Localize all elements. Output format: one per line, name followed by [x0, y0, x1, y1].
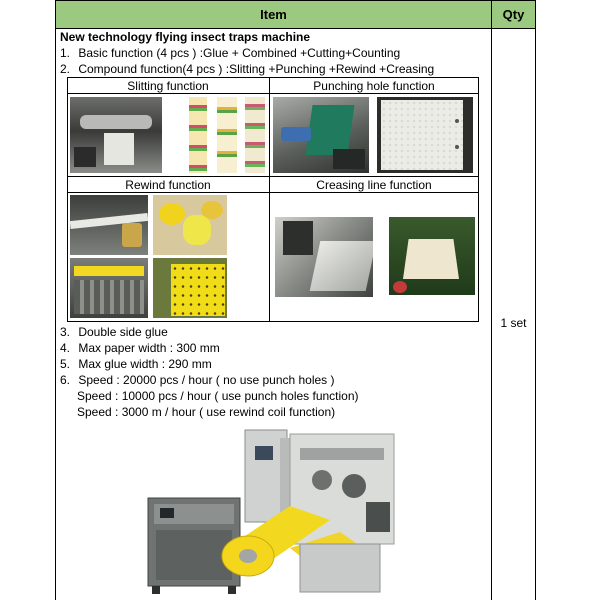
table-border-right: [535, 0, 536, 600]
spec-paper-width: [60, 341, 220, 355]
trap-greenhouse-photo: [70, 258, 148, 318]
spec-number: 5.: [60, 357, 71, 371]
slitting-label: Slitting function: [127, 79, 209, 93]
punching-machine-photo: [273, 97, 369, 173]
spec-speed-3: Speed : 3000 m / hour ( use rewind coil function): [77, 405, 336, 419]
yellow-sticky-trap-photo: [153, 258, 227, 318]
header-divider: [55, 28, 536, 29]
spec-glue-width: [60, 357, 212, 371]
grid-divider-label1: [67, 93, 479, 94]
grid-border-bottom: [67, 321, 479, 322]
grid-divider-label2: [67, 192, 479, 193]
creased-trap-photo: [389, 217, 475, 295]
spec-double-glue: [60, 325, 168, 339]
rewind-coils-photo: [153, 195, 227, 255]
slitting-machine-photo: [70, 97, 162, 173]
header-item-label: Item: [260, 7, 287, 22]
list-text: Basic function (4 pcs ) :Glue + Combined +Cutting+Counting: [78, 46, 401, 60]
header-item-cell: [56, 1, 491, 28]
spec-speed-2: Speed : 10000 pcs / hour ( use punch holes function): [77, 389, 359, 403]
rewind-label: Rewind function: [125, 178, 211, 192]
spec-text: Max paper width : 300 mm: [78, 341, 220, 355]
table-border-left: [55, 0, 56, 600]
slitted-strip-photo-2: [217, 97, 237, 173]
grid-divider-middle: [67, 176, 479, 177]
slitted-strip-photo-3: [245, 97, 265, 173]
spec-speed-1: [60, 373, 335, 387]
header-qty-label: Qty: [502, 7, 525, 22]
spec-number: 6.: [60, 373, 71, 387]
spec-text: Speed : 20000 pcs / hour ( no use punch holes ): [78, 373, 335, 387]
list-item-basic: [60, 46, 400, 60]
creasing-machine-photo: [275, 217, 373, 297]
slitted-strip-photo-1: [189, 97, 207, 173]
rewind-machine-photo: [70, 195, 148, 255]
header-qty-cell: [492, 1, 535, 28]
machine-photo: [140, 428, 402, 596]
list-number: 1.: [60, 46, 71, 60]
spec-number: 3.: [60, 325, 71, 339]
spec-text: Double side glue: [78, 325, 168, 339]
spec-text: Max glue width : 290 mm: [78, 357, 212, 371]
function-grid: [67, 77, 479, 322]
table-divider: [491, 0, 492, 600]
punching-label: Punching hole function: [313, 79, 435, 93]
creasing-label: Creasing line function: [316, 178, 432, 192]
list-text: Compound function(4 pcs ) :Slitting +Punching +Rewind +Creasing: [78, 62, 435, 76]
quantity-value: 1 set: [500, 316, 527, 330]
grid-divider-vertical: [269, 77, 270, 322]
list-item-compound: [60, 62, 434, 76]
punched-sheet-photo: [377, 97, 473, 173]
grid-border-right: [478, 77, 479, 322]
grid-border-left: [67, 77, 68, 322]
grid-border-top: [67, 77, 479, 78]
product-title: New technology flying insect traps machine: [60, 30, 311, 44]
spec-number: 4.: [60, 341, 71, 355]
list-number: 2.: [60, 62, 71, 76]
